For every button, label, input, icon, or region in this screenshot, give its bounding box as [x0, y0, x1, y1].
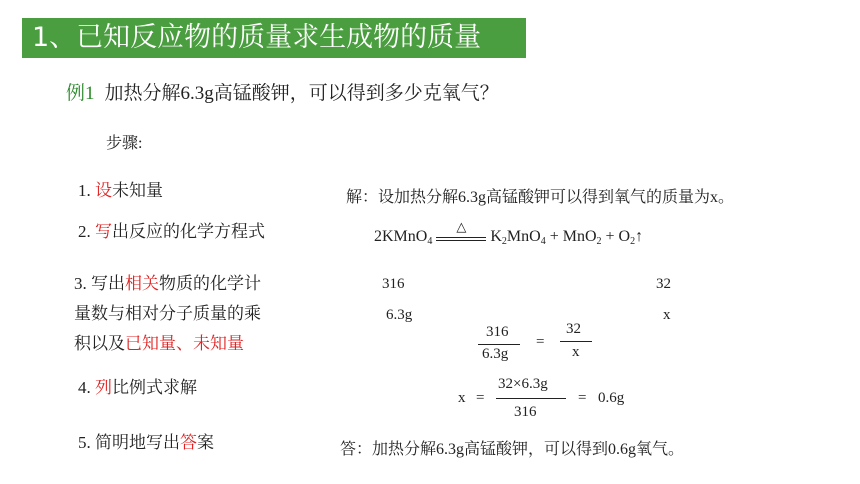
step-5-text: 5. 简明地写出: [78, 433, 180, 452]
step-5-text-2: 案: [197, 433, 214, 452]
step-3: [74, 269, 261, 359]
reactant: 2KMnO: [374, 228, 428, 245]
chemical-equation: [374, 219, 644, 247]
solution-set-unknown: 解：设加热分解6.3g高锰酸钾可以得到氧气的质量为x。: [346, 189, 735, 206]
relative-mass-oxygen: 32: [656, 276, 671, 292]
step-5: [78, 428, 214, 458]
step-1-number: 1.: [78, 181, 95, 200]
example-label: 例1: [66, 83, 95, 104]
step-2-keyword: 写: [95, 222, 112, 241]
product-1-mid: MnO: [506, 228, 541, 245]
step-2-number: 2.: [78, 222, 95, 241]
proportion-right-numerator: 32: [566, 321, 581, 337]
steps-heading: 步骤:: [106, 135, 143, 152]
plus-2: +: [601, 228, 619, 245]
step-1-keyword: 设: [95, 181, 112, 200]
step-1-text: 未知量: [112, 181, 163, 200]
step-3-text-1: 物质的化学计: [159, 274, 261, 293]
step-2: [78, 217, 265, 247]
calc-equals-1: =: [476, 390, 485, 406]
relative-mass-reactant: 316: [382, 276, 405, 292]
example-statement: [66, 78, 499, 105]
proportion-right-denominator: x: [572, 344, 580, 360]
reactant-sub: 4: [427, 236, 433, 247]
reaction-condition: [436, 219, 486, 241]
step-3-keyword-2: 已知量、未知量: [125, 334, 244, 353]
known-mass: 6.3g: [386, 307, 413, 323]
step-3-line-1: [74, 269, 261, 299]
step-3-pre: 3. 写出: [74, 274, 125, 293]
product-3-sub: 2: [630, 236, 636, 247]
step-4-keyword: 列: [95, 378, 112, 397]
example-text: 加热分解6.3g高锰酸钾，可以得到多少克氧气？: [104, 83, 499, 104]
calc-result: 0.6g: [598, 390, 625, 406]
answer: 答：加热分解6.3g高锰酸钾，可以得到0.6g氧气。: [340, 441, 685, 458]
step-3-line-2: 量数与相对分子质量的乘: [74, 304, 261, 323]
gas-arrow: ↑: [635, 228, 644, 245]
product-1: K: [490, 228, 502, 245]
product-1-sub-2: 4: [540, 236, 546, 247]
heat-symbol: △: [456, 219, 467, 234]
step-4-text: 比例式求解: [112, 378, 197, 397]
proportion-right-bar: [560, 341, 592, 342]
unknown-mass: x: [663, 307, 671, 323]
step-3-line-3: [74, 329, 261, 359]
step-1: [78, 176, 163, 206]
calc-numerator: 32×6.3g: [498, 376, 548, 392]
step-4-number: 4.: [78, 378, 95, 397]
step-5-keyword: 答: [180, 433, 197, 452]
product-2-sub: 2: [596, 236, 602, 247]
calc-equals-2: =: [578, 390, 587, 406]
product-1-sub-1: 2: [501, 236, 507, 247]
page-title: 1、已知反应物的质量求生成物的质量: [32, 22, 482, 53]
step-3-text-3: 积以及: [74, 334, 125, 353]
product-2: MnO: [562, 228, 597, 245]
calc-x: x: [458, 390, 466, 406]
step-2-text: 出反应的化学方程式: [112, 222, 265, 241]
product-3: O: [618, 228, 631, 245]
calc-denominator: 316: [514, 404, 537, 420]
equals-sign: [436, 237, 486, 241]
calc-fraction-bar: [496, 398, 566, 399]
proportion-left-denominator: 6.3g: [482, 346, 509, 362]
proportion-left-numerator: 316: [486, 324, 509, 340]
step-3-keyword: 相关: [125, 274, 159, 293]
proportion-equals: =: [536, 334, 545, 350]
step-4: [78, 373, 197, 403]
proportion-left-bar: [478, 344, 520, 345]
plus-1: +: [545, 228, 563, 245]
